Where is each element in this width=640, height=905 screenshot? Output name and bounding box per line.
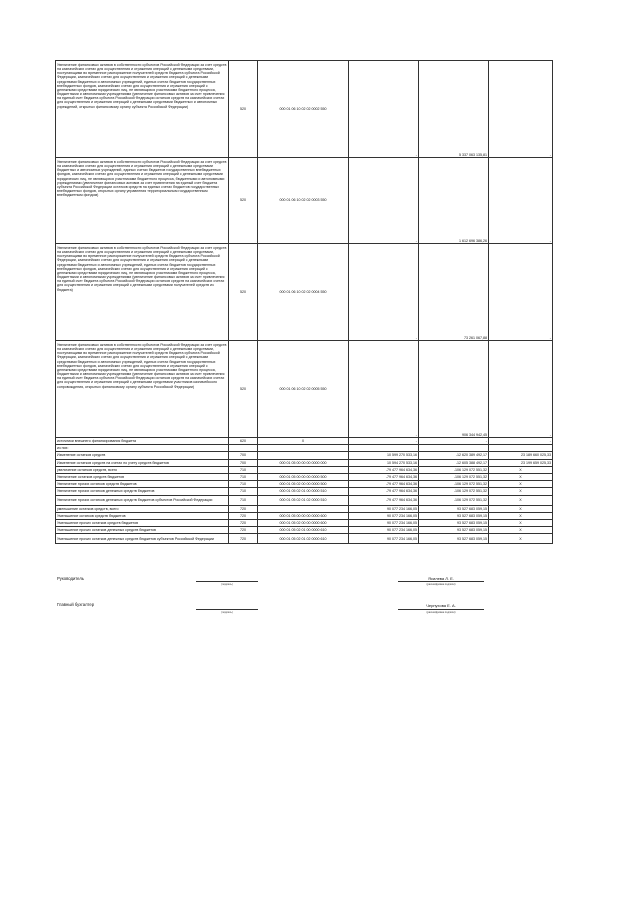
row-approved-amount: -79 477 964 634,36 bbox=[349, 481, 419, 488]
row-line-code: 720 bbox=[229, 505, 258, 512]
row-unexecuted-amount: X bbox=[489, 495, 553, 505]
row-approved-amount: - bbox=[349, 438, 419, 445]
row-executed-amount: -106 129 072 551,32 bbox=[419, 495, 489, 505]
row-line-code: 720 bbox=[229, 534, 258, 544]
row-description: Увеличение прочих остатков денежных средств бюджетов bbox=[56, 488, 229, 495]
row-source-code: 000 01 05 02 00 00 0000 500 bbox=[258, 481, 349, 488]
accountant-name-line bbox=[398, 609, 484, 610]
row-unexecuted-amount: X bbox=[489, 466, 553, 473]
row-approved-amount: -79 477 964 634,36 bbox=[349, 488, 419, 495]
row-line-code: 700 bbox=[229, 452, 258, 459]
row-approved-amount: -79 477 964 634,36 bbox=[349, 495, 419, 505]
accountant-name: Чернухова Е. А. bbox=[426, 603, 456, 608]
row-line-code: 520 bbox=[229, 158, 258, 244]
row-unexecuted-amount: 23 199 659 025,33 bbox=[489, 459, 553, 466]
row-approved-amount: 90 077 234 166,05 bbox=[349, 534, 419, 544]
head-sign-caption: (подпись) bbox=[221, 583, 233, 586]
row-executed-amount: 5 337 063 135,81 bbox=[419, 61, 489, 158]
row-source-code: 000 01 05 02 01 00 0000 610 bbox=[258, 527, 349, 534]
row-unexecuted-amount: X bbox=[489, 534, 553, 544]
row-unexecuted-amount: X bbox=[489, 473, 553, 480]
row-approved-amount: 90 077 234 166,05 bbox=[349, 512, 419, 519]
head-name: Ясилева Л. Е. bbox=[428, 576, 454, 581]
row-line-code: 710 bbox=[229, 466, 258, 473]
row-source-code: 000 01 05 02 01 00 0000 510 bbox=[258, 488, 349, 495]
row-line-code: 520 bbox=[229, 341, 258, 438]
row-executed-amount: 1 612 696 386,26 bbox=[419, 158, 489, 244]
row-line-code: 710 bbox=[229, 495, 258, 505]
row-executed-amount: -106 129 072 551,32 bbox=[419, 466, 489, 473]
row-executed-amount: -12 605 388 492,17 bbox=[419, 459, 489, 466]
row-description: уменьшение остатков средств, всего bbox=[56, 505, 229, 512]
row-description: Увеличение финансовых активов в собственности субъектов Российской Федерации за счет средств на казначейских счетах для осуществления и отражения операций с денежными средствами бюджетных и автономных учреждений, единых счетах бюджетов государственных внебюджетных фондов, казначейских счетах для осуществления и отражения операций с денежными средствами юридических лиц, не являющихся участниками бюджетного процесса, бюджетными и автономными учреждениями (увеличение финансовых активов за счет привлечения на единый счет бюджета субъекта Российской Федерации остатков средств на единых счетах бюджетов государственных внебюджетных фондов, открытых органу управления территориальным государственным внебюджетным фондом) bbox=[56, 158, 229, 244]
row-source-code: 000 01 06 10 02 02 0002 550 bbox=[258, 61, 349, 158]
row-line-code: 720 bbox=[229, 527, 258, 534]
row-approved-amount: 90 077 234 166,05 bbox=[349, 527, 419, 534]
row-executed-amount: 93 527 683 059,15 bbox=[419, 527, 489, 534]
row-description: источники внешнего финансирования бюджета bbox=[56, 438, 229, 445]
row-line-code: 720 bbox=[229, 512, 258, 519]
row-unexecuted-amount: X bbox=[489, 505, 553, 512]
row-executed-amount: -106 129 072 551,32 bbox=[419, 473, 489, 480]
row-line-code: 520 bbox=[229, 244, 258, 341]
row-source-code: 000 01 06 10 02 02 0005 550 bbox=[258, 341, 349, 438]
row-unexecuted-amount: - bbox=[489, 438, 553, 445]
row-line-code: 710 bbox=[229, 473, 258, 480]
row-executed-amount: -106 129 072 551,32 bbox=[419, 481, 489, 488]
row-source-code: 000 01 06 10 02 02 0003 550 bbox=[258, 158, 349, 244]
accountant-sign-line bbox=[196, 609, 258, 610]
row-executed-amount: 93 527 683 059,15 bbox=[419, 519, 489, 526]
row-executed-amount: 93 527 683 059,15 bbox=[419, 505, 489, 512]
row-approved-amount: -79 477 964 634,36 bbox=[349, 466, 419, 473]
row-unexecuted-amount: X bbox=[489, 488, 553, 495]
row-unexecuted-amount: - bbox=[489, 158, 553, 244]
row-source-code: 000 01 05 02 01 02 0000 610 bbox=[258, 534, 349, 544]
row-unexecuted-amount: X bbox=[489, 519, 553, 526]
row-description: Уменьшение прочих остатков средств бюджетов bbox=[56, 519, 229, 526]
row-source-code: 000 01 05 00 00 00 0000 500 bbox=[258, 473, 349, 480]
row-executed-amount: 73 261 067,88 bbox=[419, 244, 489, 341]
head-sign-line bbox=[196, 581, 258, 582]
row-approved-amount: - bbox=[349, 158, 419, 244]
row-source-code: X bbox=[258, 438, 349, 445]
row-unexecuted-amount: - bbox=[489, 61, 553, 158]
row-approved-amount: - bbox=[349, 244, 419, 341]
row-description: Увеличение финансовых активов в собственности субъектов Российской Федерации за счет средств на казначейских счетах для осуществления и отражения операций с денежными средствами, поступающими во временное распоряжение получателей средств бюджета субъекта Российской Федерации, казначейских счетах для осуществления и отражения операций с денежными средствами бюджетных и автономных учреждений, единых счетах бюджетов государственных внебюджетных фондов, казначейских счетах для осуществления и отражения операций с денежными средствами юридических лиц, не являющихся участниками бюджетного процесса, бюджетными и автономными учреждениями (увеличение финансовых активов за счет привлечения на единый счет бюджета субъекта Российской Федерации остатков средств на казначейских счетах для осуществления и отражения операций с денежными средствами получателей средств из бюджета) bbox=[56, 244, 229, 341]
row-unexecuted-amount: X bbox=[489, 512, 553, 519]
row-line-code: 520 bbox=[229, 61, 258, 158]
row-description: Увеличение прочих остатков средств бюджетов bbox=[56, 481, 229, 488]
row-description: Увеличение прочих остатков денежных средств бюджетов субъектов Российской Федерации bbox=[56, 495, 229, 505]
row-approved-amount: 90 077 234 166,05 bbox=[349, 519, 419, 526]
row-unexecuted-amount: - bbox=[489, 341, 553, 438]
row-approved-amount: 10 599 270 533,16 bbox=[349, 452, 419, 459]
row-line-code: 710 bbox=[229, 488, 258, 495]
head-name-line bbox=[398, 581, 484, 582]
row-approved-amount: - bbox=[349, 61, 419, 158]
row-source-code: 000 01 05 02 00 00 0000 600 bbox=[258, 519, 349, 526]
row-executed-amount: -106 129 072 551,32 bbox=[419, 488, 489, 495]
row-approved-amount: 10 594 270 533,16 bbox=[349, 459, 419, 466]
row-unexecuted-amount: X bbox=[489, 481, 553, 488]
row-description: Увеличение остатков средств бюджетов bbox=[56, 473, 229, 480]
row-unexecuted-amount: - bbox=[489, 244, 553, 341]
row-description: Изменение остатков средств на счетах по учету средств бюджетов bbox=[56, 459, 229, 466]
row-executed-amount: 93 527 683 059,15 bbox=[419, 534, 489, 544]
row-unexecuted-amount: 23 189 660 025,33 bbox=[489, 452, 553, 459]
accountant-title: Главный бухгалтер bbox=[57, 602, 95, 607]
row-description: Уменьшение остатков средств бюджетов bbox=[56, 512, 229, 519]
row-approved-amount: 90 077 234 166,05 bbox=[349, 505, 419, 512]
row-executed-amount: - bbox=[419, 438, 489, 445]
row-source-code: 000 01 05 02 01 02 0000 510 bbox=[258, 495, 349, 505]
row-description: Изменение остатков средств bbox=[56, 452, 229, 459]
row-description: Уменьшение прочих остатков денежных средств бюджетов субъектов Российской Федерации bbox=[56, 534, 229, 544]
row-line-code: 620 bbox=[229, 438, 258, 445]
row-line-code: 700 bbox=[229, 459, 258, 466]
accountant-name-caption: (расшифровка подписи) bbox=[426, 611, 456, 614]
row-approved-amount: - bbox=[349, 341, 419, 438]
row-description: Уменьшение прочих остатков денежных средств бюджетов bbox=[56, 527, 229, 534]
row-source-code: 000 01 05 00 00 00 0000 600 bbox=[258, 512, 349, 519]
row-executed-amount: -12 620 389 492,17 bbox=[419, 452, 489, 459]
row-line-code: 710 bbox=[229, 481, 258, 488]
accountant-sign-caption: (подпись) bbox=[221, 611, 233, 614]
row-description: из них: bbox=[56, 445, 229, 452]
row-unexecuted-amount: X bbox=[489, 527, 553, 534]
head-name-caption: (расшифровка подписи) bbox=[426, 583, 456, 586]
row-line-code: 720 bbox=[229, 519, 258, 526]
row-approved-amount: -79 477 964 634,36 bbox=[349, 473, 419, 480]
row-description: увеличение остатков средств, всего bbox=[56, 466, 229, 473]
row-description: Увеличение финансовых активов в собственности субъектов Российской Федерации за счет средств на казначейских счетах для осуществления и отражения операций с денежными средствами, поступающими во временное распоряжение получателей средств бюджета субъекта Российской Федерации, казначейских счетах для осуществления и отражения операций с денежными средствами бюджетных и автономных учреждений, единых счетах бюджетов государственных внебюджетных фондов, казначейских счетах для осуществления и отражения операций с денежными средствами юридических лиц, не являющихся участниками бюджетного процесса, бюджетными и автономными учреждениями (увеличение финансовых активов за счет привлечения на единый счет бюджета субъекта Российской Федерации остатков средств на казначейских счетах для осуществления и отражения операций с денежными средствами бюджетных и автономных учреждений, открытых финансовому органу субъекта Российской Федерации) bbox=[56, 61, 229, 158]
row-source-code: 000 01 05 00 00 00 0000 000 bbox=[258, 459, 349, 466]
head-title: Руководитель bbox=[57, 576, 84, 581]
row-source-code: 000 01 06 10 02 02 0004 550 bbox=[258, 244, 349, 341]
row-executed-amount: 93 527 683 059,15 bbox=[419, 512, 489, 519]
row-description: Увеличение финансовых активов в собственности субъектов Российской Федерации за счет средств на казначейских счетах для осуществления и отражения операций с денежными средствами, поступающими во временное распоряжение получателей средств бюджета субъекта Российской Федерации, казначейских счетах для осуществления и отражения операций с денежными средствами бюджетных и автономных учреждений, единых счетах бюджетов государственных внебюджетных фондов, казначейских счетах для осуществления и отражения операций с денежными средствами юридических лиц, не являющихся участниками бюджетного процесса, бюджетными и автономными учреждениями (увеличение финансовых активов за счет привлечения на единый счет бюджета субъекта Российской Федерации остатков средств на казначейских счетах для осуществления и отражения операций с денежными средствами участников казначейского сопровождения, открытых финансовому органу субъекта Российской Федерации) bbox=[56, 341, 229, 438]
row-executed-amount: 906 344 942,45 bbox=[419, 341, 489, 438]
